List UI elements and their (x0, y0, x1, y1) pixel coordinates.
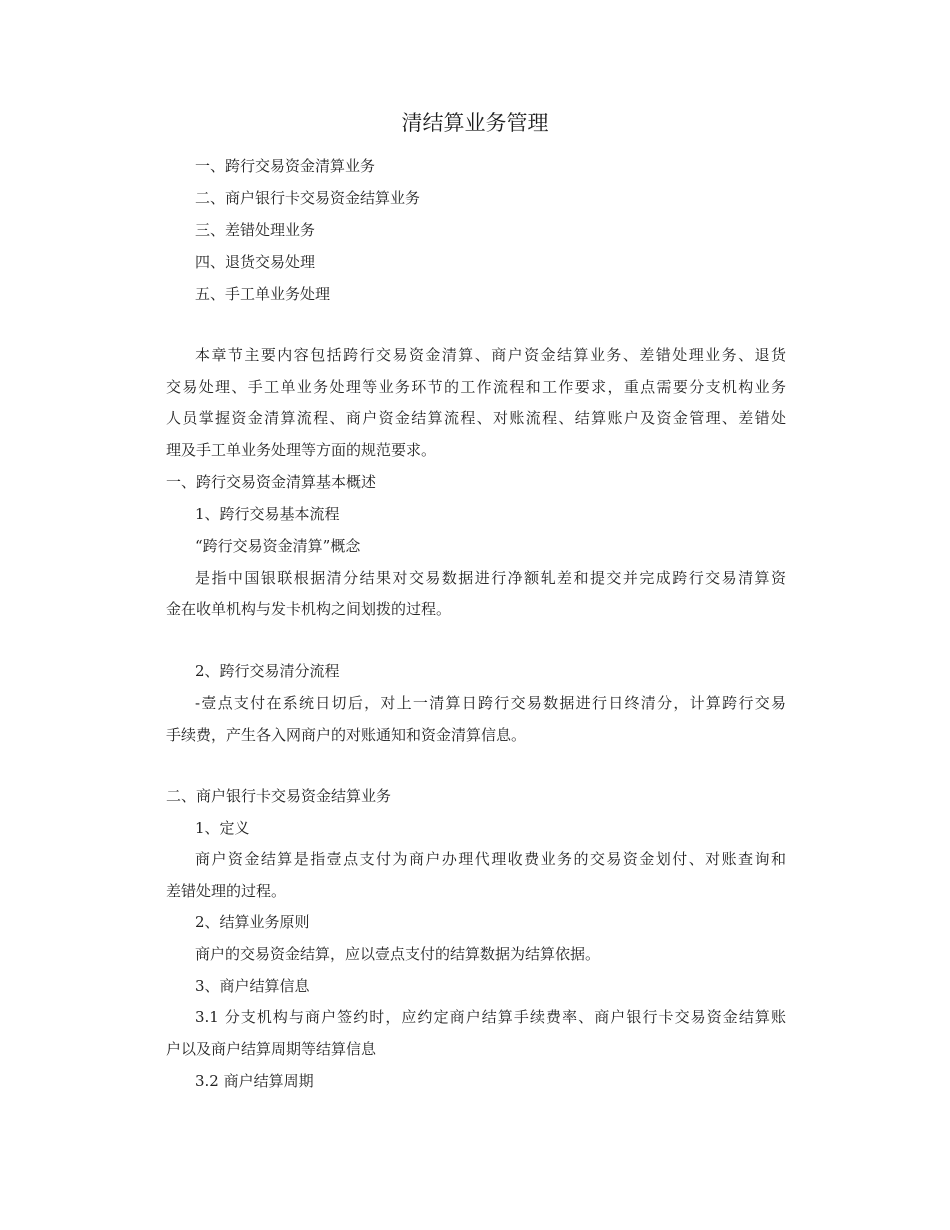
toc-item-5: 五、手工单业务处理 (195, 285, 331, 303)
section-1-def-line-2: 金在收单机构与发卡机构之间划拨的过程。 (166, 600, 452, 618)
section-2-heading: 二、商户银行卡交易资金结算业务 (166, 787, 392, 805)
toc-item-3: 三、差错处理业务 (195, 221, 316, 239)
section-2-sub-1: 1、定义 (195, 819, 250, 837)
section-2-principle: 商户的交易资金结算，应以壹点支付的结算数据为结算依据。 (195, 945, 601, 963)
section-2-def-line-1: 商户资金结算是指壹点支付为商户办理代理收费业务的交易资金划付、对账查询和 (195, 850, 786, 868)
section-1-flow-line-2: 手续费，产生各入网商户的对账通知和资金清算信息。 (166, 726, 527, 744)
section-1-sub-2: 2、跨行交易清分流程 (195, 662, 340, 680)
intro-line-2: 交易处理、手工单业务处理等业务环节的工作流程和工作要求，重点需要分支机构业务 (166, 378, 786, 396)
toc-item-4: 四、退货交易处理 (195, 253, 316, 271)
section-2-sub-3: 3、商户结算信息 (195, 977, 310, 995)
intro-line-4: 理及手工单业务处理等方面的规范要求。 (166, 441, 437, 459)
intro-line-3: 人员掌握资金清算流程、商户资金结算流程、对账流程、结算账户及资金管理、差错处 (166, 409, 786, 427)
section-2-p31-line-1: 3.1 分支机构与商户签约时，应约定商户结算手续费率、商户银行卡交易资金结算账 (195, 1008, 786, 1026)
section-1-heading: 一、跨行交易资金清算基本概述 (166, 473, 377, 491)
toc-item-1: 一、跨行交易资金清算业务 (195, 157, 376, 175)
section-2-def-line-2: 差错处理的过程。 (166, 882, 287, 900)
section-2-sub-2: 2、结算业务原则 (195, 913, 310, 931)
page-title: 清结算业务管理 (401, 111, 549, 135)
section-1-def-line-1: 是指中国银联根据清分结果对交易数据进行净额轧差和提交并完成跨行交易清算资 (195, 569, 786, 587)
section-2-p32: 3.2 商户结算周期 (195, 1072, 314, 1090)
section-1-sub-1: 1、跨行交易基本流程 (195, 505, 340, 523)
section-1-concept: “跨行交易资金清算”概念 (195, 537, 361, 555)
toc-item-2: 二、商户银行卡交易资金结算业务 (195, 189, 421, 207)
section-2-p31-line-2: 户以及商户结算周期等结算信息 (166, 1040, 377, 1058)
section-1-flow-line-1: -壹点支付在系统日切后，对上一清算日跨行交易数据进行日终清分，计算跨行交易 (195, 694, 786, 712)
intro-line-1: 本章节主要内容包括跨行交易资金清算、商户资金结算业务、差错处理业务、退货 (195, 346, 786, 364)
